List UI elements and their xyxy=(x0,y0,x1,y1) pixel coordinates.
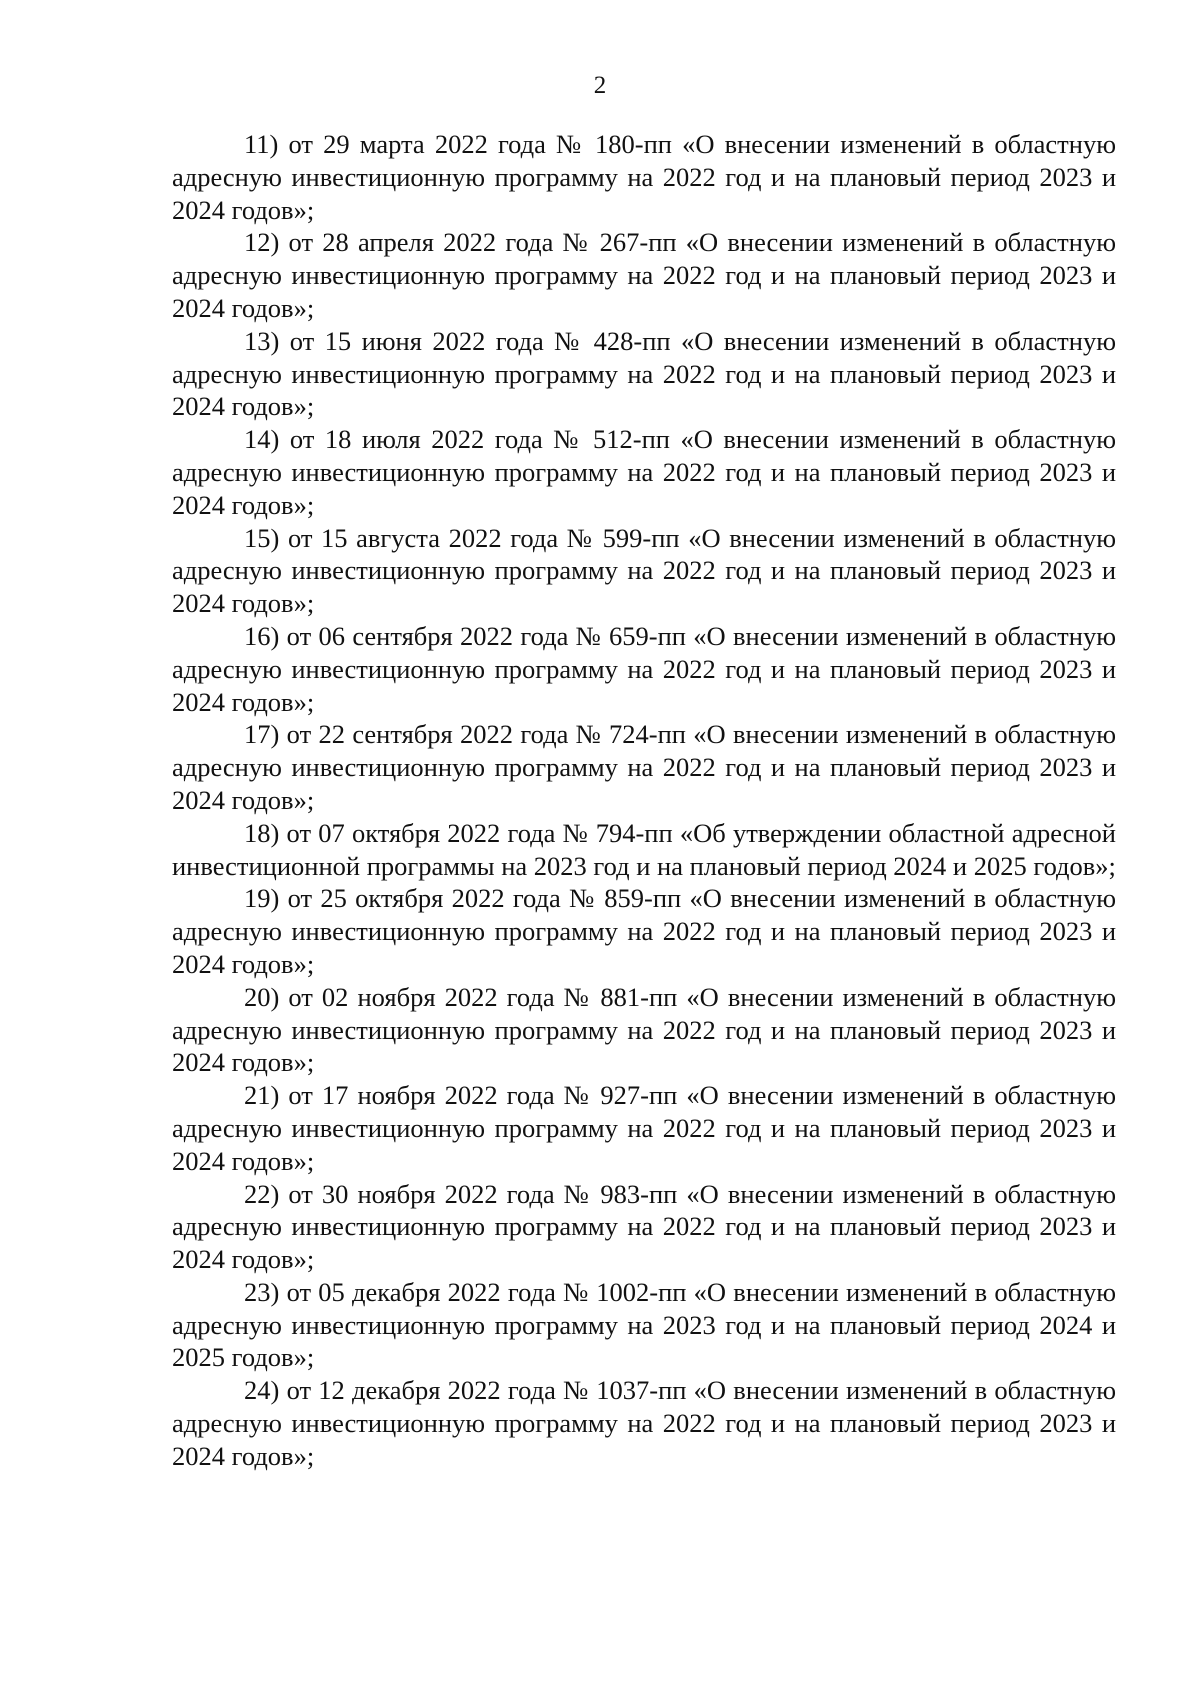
list-item: 17) от 22 сентября 2022 года № 724-пп «О внесении изменений в областную адресную инвестиционную программу на 2022 год и на плановый период 2023 и 2024 годов»; xyxy=(172,719,1116,815)
list-item: 20) от 02 ноября 2022 года № 881-пп «О внесении изменений в областную адресную инвестиционную программу на 2022 год и на плановый период 2023 и 2024 годов»; xyxy=(172,981,1116,1078)
list-item: 24) от 12 декабря 2022 года № 1037-пп «О внесении изменений в областную адресную инвестиционную программу на 2022 год и на плановый период 2023 и 2024 годов»; xyxy=(172,1375,1116,1471)
list-item: 18) от 07 октября 2022 года № 794-пп «Об утверждении областной адресной инвестиционной программы на 2023 год и на плановый период 2024 и 2025 годов»; xyxy=(172,817,1116,881)
list-item: 12) от 28 апреля 2022 года № 267-пп «О внесении изменений в областную адресную инвестиционную программу на 2022 год и на плановый период 2023 и 2024 годов»; xyxy=(172,227,1116,323)
list-item: 14) от 18 июля 2022 года № 512-пп «О внесении изменений в областную адресную инвестиционную программу на 2022 год и на плановый период 2023 и 2024 годов»; xyxy=(172,424,1116,520)
page-number: 2 xyxy=(593,72,607,99)
list-item: 23) от 05 декабря 2022 года № 1002-пп «О внесении изменений в областную адресную инвестиционную программу на 2023 год и на плановый период 2024 и 2025 годов»; xyxy=(172,1276,1116,1373)
list-item: 21) от 17 ноября 2022 года № 927-пп «О внесении изменений в областную адресную инвестиционную программу на 2022 год и на плановый период 2023 и 2024 годов»; xyxy=(172,1080,1116,1176)
list-item: 11) от 29 марта 2022 года № 180-пп «О внесении изменений в областную адресную инвестиционную программу на 2022 год и на плановый период 2023 и 2024 годов»; xyxy=(172,129,1116,225)
list-item: 15) от 15 августа 2022 года № 599-пп «О внесении изменений в областную адресную инвестиционную программу на 2022 год и на плановый период 2023 и 2024 годов»; xyxy=(172,522,1116,619)
list-item: 16) от 06 сентября 2022 года № 659-пп «О внесении изменений в областную адресную инвестиционную программу на 2022 год и на плановый период 2023 и 2024 годов»; xyxy=(172,620,1116,717)
document-body xyxy=(172,128,1116,1473)
list-item: 19) от 25 октября 2022 года № 859-пп «О внесении изменений в областную адресную инвестиционную программу на 2022 год и на плановый период 2023 и 2024 годов»; xyxy=(172,883,1116,979)
list-item: 13) от 15 июня 2022 года № 428-пп «О внесении изменений в областную адресную инвестиционную программу на 2022 год и на плановый период 2023 и 2024 годов»; xyxy=(172,325,1116,422)
list-item: 22) от 30 ноября 2022 года № 983-пп «О внесении изменений в областную адресную инвестиционную программу на 2022 год и на плановый период 2023 и 2024 годов»; xyxy=(172,1178,1116,1275)
